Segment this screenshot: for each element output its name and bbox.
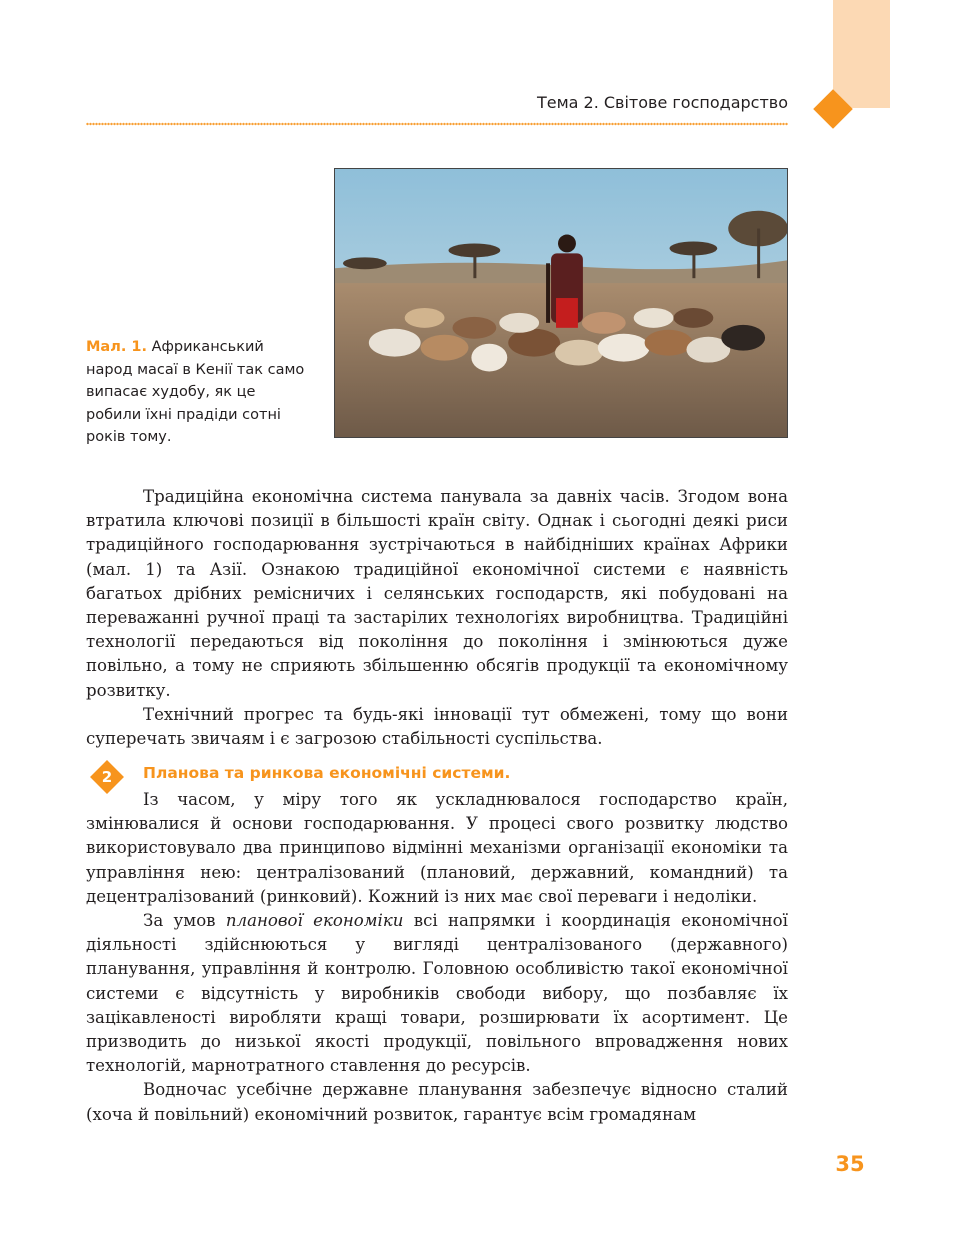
paragraph: Водночас усебічне державне планування забезпечує відносно сталий (хоча й повільний) економічний розвиток, гарантує всім громадянам <box>86 1080 788 1124</box>
header-dotted-rule <box>86 121 788 127</box>
paragraph: Технічний прогрес та будь-які інновації тут обмежені, тому що вони суперечать звичаям і є загрозою стабільності суспільства. <box>86 704 788 749</box>
figure-caption <box>86 336 306 449</box>
page-number: 35 <box>835 1152 865 1176</box>
figure-photo <box>334 168 788 438</box>
text-run: всі напрямки і координація економічної діяльності здійснюються у вигляді централізованого (державного) планування, управління й контролю. Головною особливістю такої економічної системи є відсутність у виробників свободи вибору, що позбавляє їх зацікавленості виробляти кращі товари, розширювати їх асортимент. Це призводить до низької якості продукції, повільного впровадження нових технологій, марнотратного ставлення до ресурсів. <box>86 911 788 1076</box>
corner-tab <box>833 0 890 108</box>
section-title: Планова та ринкова економічні системи. <box>143 764 511 782</box>
running-header: Тема 2. Світове господарство <box>536 93 788 112</box>
section-text <box>86 788 788 1127</box>
text-run: За умов <box>143 911 226 931</box>
paragraph: Традиційна економічна система панувала за давніх часів. Згодом вона втратила ключові позиції в більшості країн світу. Однак і сьогодні деякі риси традиційного господарювання зустрічаються в найбідніших країнах Африки (мал. 1) та Азії. Ознакою традиційної економічної системи є наявність багатьох дрібних ремісничих і селянських господарств, які побудовані на переважанні ручної праці та застарілих технологіях виробництва. Традиційні технології передаються від покоління до покоління і змінюються дуже повільно, а тому не сприяють збільшенню обсягів продукції та економічному розвитку. <box>86 487 788 700</box>
section-number: 2 <box>101 768 113 786</box>
intro-text <box>86 485 788 751</box>
paragraph: Із часом, у міру того як ускладнювалося господарство країн, змінювалися й основи господарювання. У процесі свого розвитку людство використовувало два принципово відмінні механізми організації економіки та управління нею: централізований (плановий, державний, командний) та децентралізований (ринковий). Кожний із них має свої переваги і недоліки. <box>86 790 788 906</box>
paragraph <box>86 909 788 1078</box>
figure-caption-text: Африканський народ масаї в Кенії так само випасає худобу, як це робили їхні прадіди сотні років тому. <box>86 339 305 445</box>
figure-label: Мал. 1. <box>86 339 147 355</box>
term-planned-economy: планової економіки <box>225 911 404 931</box>
maasai-herder-photo-icon <box>335 169 787 437</box>
